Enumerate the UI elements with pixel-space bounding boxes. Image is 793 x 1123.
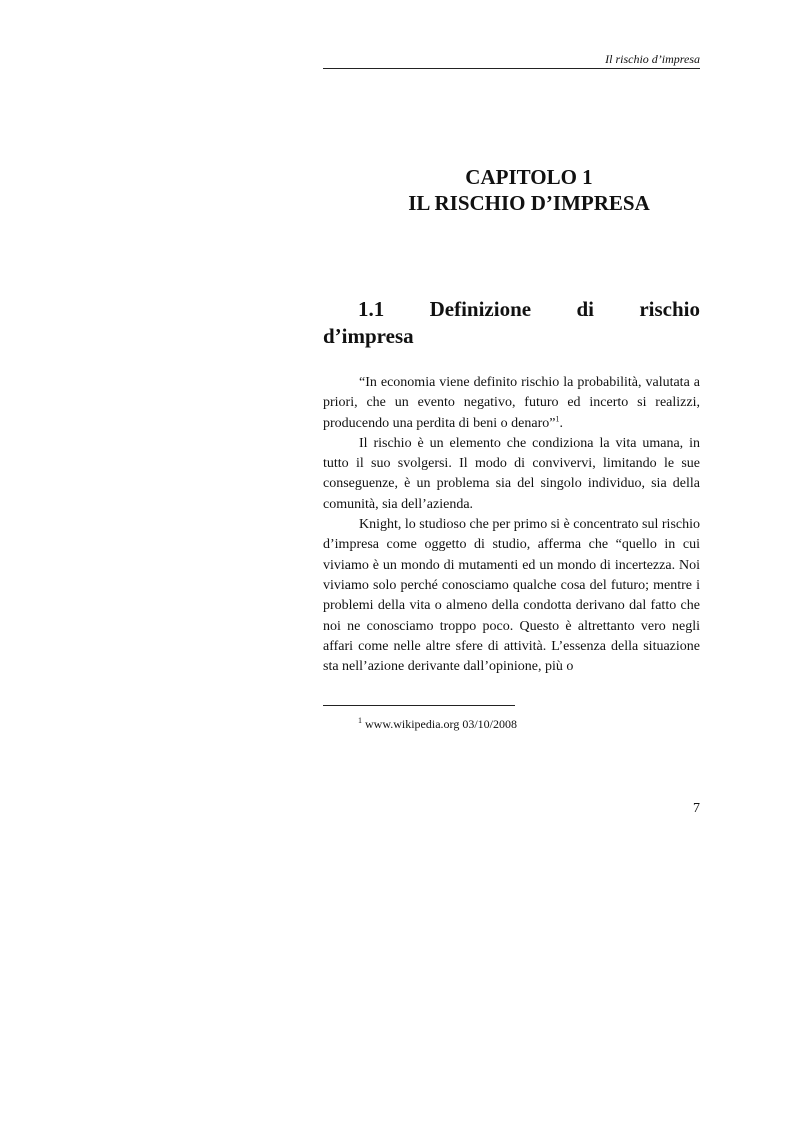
section-title-line1 [323,296,700,323]
section-title-line2: d’impresa [323,324,414,348]
paragraph-1-text: “In economia viene definito rischio la probabilità, valutata a priori, che un evento negativo, futuro ed incerto si realizzi, producendo una perdita di beni o denaro” [323,375,700,431]
chapter-title: IL RISCHIO D’IMPRESA [408,191,650,215]
footnote-ref: 1 [555,413,560,423]
paragraph-3: Knight, lo studioso che per primo si è concentrato sul rischio d’impresa come oggetto di studio, afferma che “quello in cui viviamo è un mondo di mutamenti ed un mondo di incertezza. Noi viviamo solo perché conosciamo qualche cosa del futuro; mentre i problemi della vita o almeno della condotta derivano dal fatto che noi ne conosciamo troppo poco. Questo è altrettanto vero negli affari come nelle altre sfere di attività. L’essenza della situazione sta nell’azione derivante dall’opinione, più o [323,517,700,675]
section-word-di: di [576,297,594,321]
footnote [358,716,517,732]
paragraph-1 [323,373,700,434]
footnote-text: www.wikipedia.org 03/10/2008 [362,717,517,731]
running-title: Il rischio d’impresa [605,52,700,66]
paragraph-1-end: . [559,415,563,431]
section-word-definizione: Definizione [429,297,532,321]
paragraph-2: Il rischio è un elemento che condiziona la vita umana, in tutto il suo svolgersi. Il modo di convivervi, limitando le sue conseguenze, è un problema sia del singolo individuo, sia della comunità, sia dell’azienda. [323,435,700,512]
section-number: 1.1 [358,297,385,321]
chapter-label: CAPITOLO 1 [465,165,593,189]
section-title [323,296,700,350]
page-number: 7 [693,801,700,816]
running-header [323,52,700,69]
body-text [323,373,700,677]
chapter-heading [323,164,735,216]
footnote-mark: 1 [358,716,362,725]
section-word-rischio: rischio [639,297,700,321]
footnote-divider [323,705,515,706]
